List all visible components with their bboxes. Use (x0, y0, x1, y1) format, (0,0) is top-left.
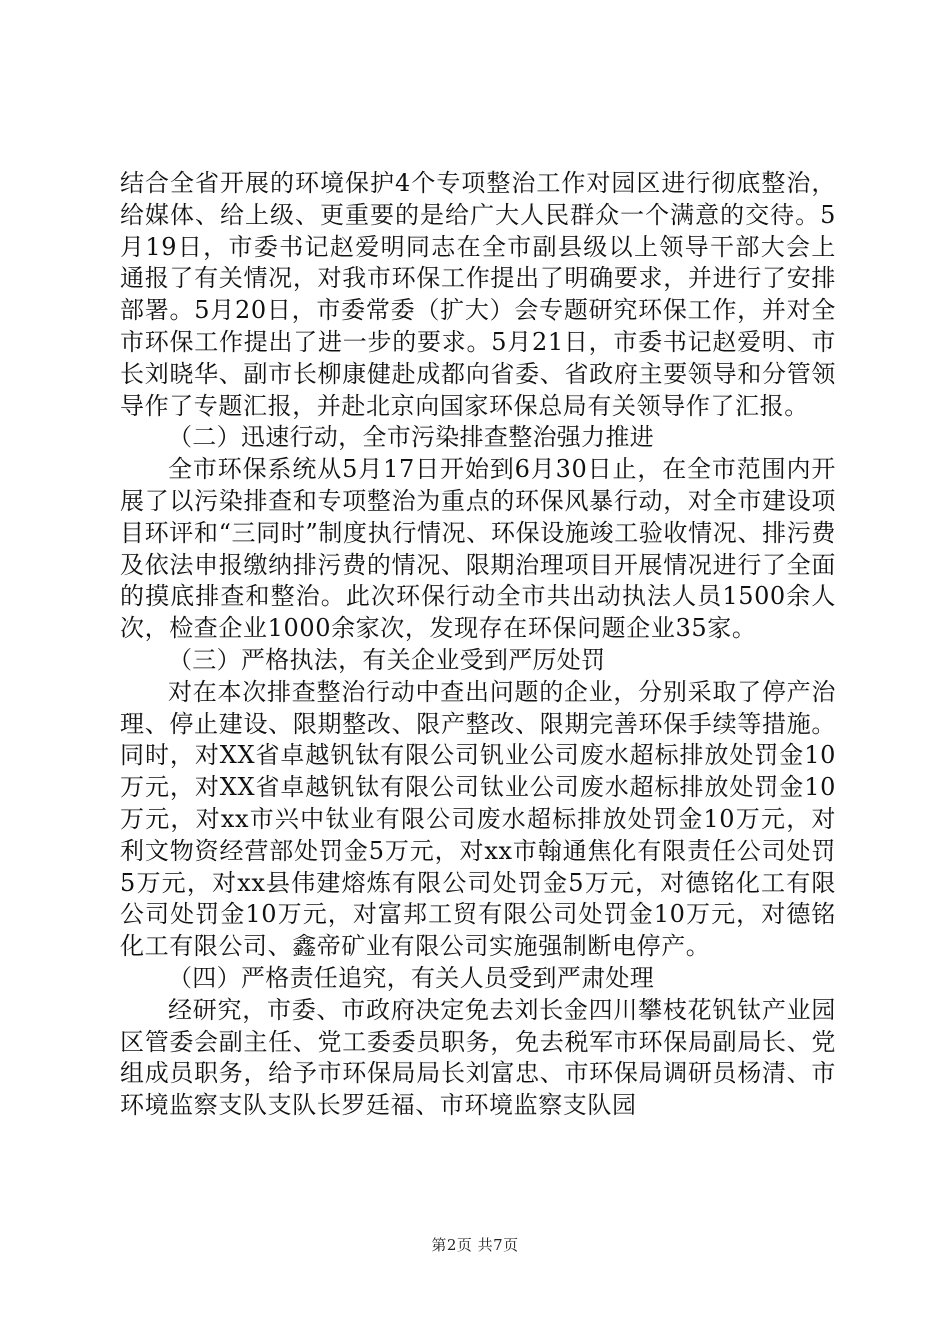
paragraph-section-3: 对在本次排查整治行动中查出问题的企业，分别采取了停产治理、停止建设、限期整改、限产整改、限期完善环保手续等措施。同时，对XX省卓越钒钛有限公司钒业公司废水超标排放处罚金10万元，对XX省卓越钒钛有限公司钛业公司废水超标排放处罚金10万元，对xx市兴中钛业有限公司废水超标排放处罚金10万元，对利文物资经营部处罚金5万元，对xx市翰通焦化有限责任公司处罚5万元，对xx县伟建熔炼有限公司处罚金5万元，对德铭化工有限公司处罚金10万元，对富邦工贸有限公司处罚金10万元，对德铭化工有限公司、鑫帝矿业有限公司实施强制断电停产。 (120, 677, 836, 961)
paragraph-intro: 结合全省开展的环境保护4个专项整治工作对园区进行彻底整治，给媒体、给上级、更重要的是给广大人民群众一个满意的交待。5月19日，市委书记赵爱明同志在全市副县级以上领导干部大会上通报了有关情况，对我市环保工作提出了明确要求，并进行了安排部署。5月20日，市委常委（扩大）会专题研究环保工作，并对全市环保工作提出了进一步的要求。5月21日，市委书记赵爱明、市长刘晓华、副市长柳康健赴成都向省委、省政府主要领导和分管领导作了专题汇报，并赴北京向国家环保总局有关领导作了汇报。 (120, 169, 836, 420)
paragraph-section-2: 全市环保系统从5月17日开始到6月30日止，在全市范围内开展了以污染排查和专项整治为重点的环保风暴行动，对全市建设项目环评和“三同时”制度执行情况、环保设施竣工验收情况、排污费及依法申报缴纳排污费的情况、限期治理项目开展情况进行了全面的摸底排查和整治。此次环保行动全市共出动执法人员1500余人次，检查企业1000余家次，发现存在环保问题企业35家。 (120, 455, 836, 643)
section-heading-3: （三）严格执法，有关企业受到严厉处罚 (168, 645, 606, 674)
document-body (120, 168, 836, 1122)
section-heading-4: （四）严格责任追究，有关人员受到严肃处理 (168, 963, 654, 992)
paragraph-section-4: 经研究，市委、市政府决定免去刘长金四川攀枝花钒钛产业园区管委会副主任、党工委委员职务，免去税军市环保局副局长、党组成员职务，给予市环保局局长刘富忠、市环保局调研员杨清、市环境监察支队支队长罗廷福、市环境监察支队园 (120, 995, 836, 1120)
page-number-footer: 第2页 共7页 (431, 1236, 519, 1254)
section-heading-2: （二）迅速行动，全市污染排查整治强力推进 (168, 423, 654, 452)
